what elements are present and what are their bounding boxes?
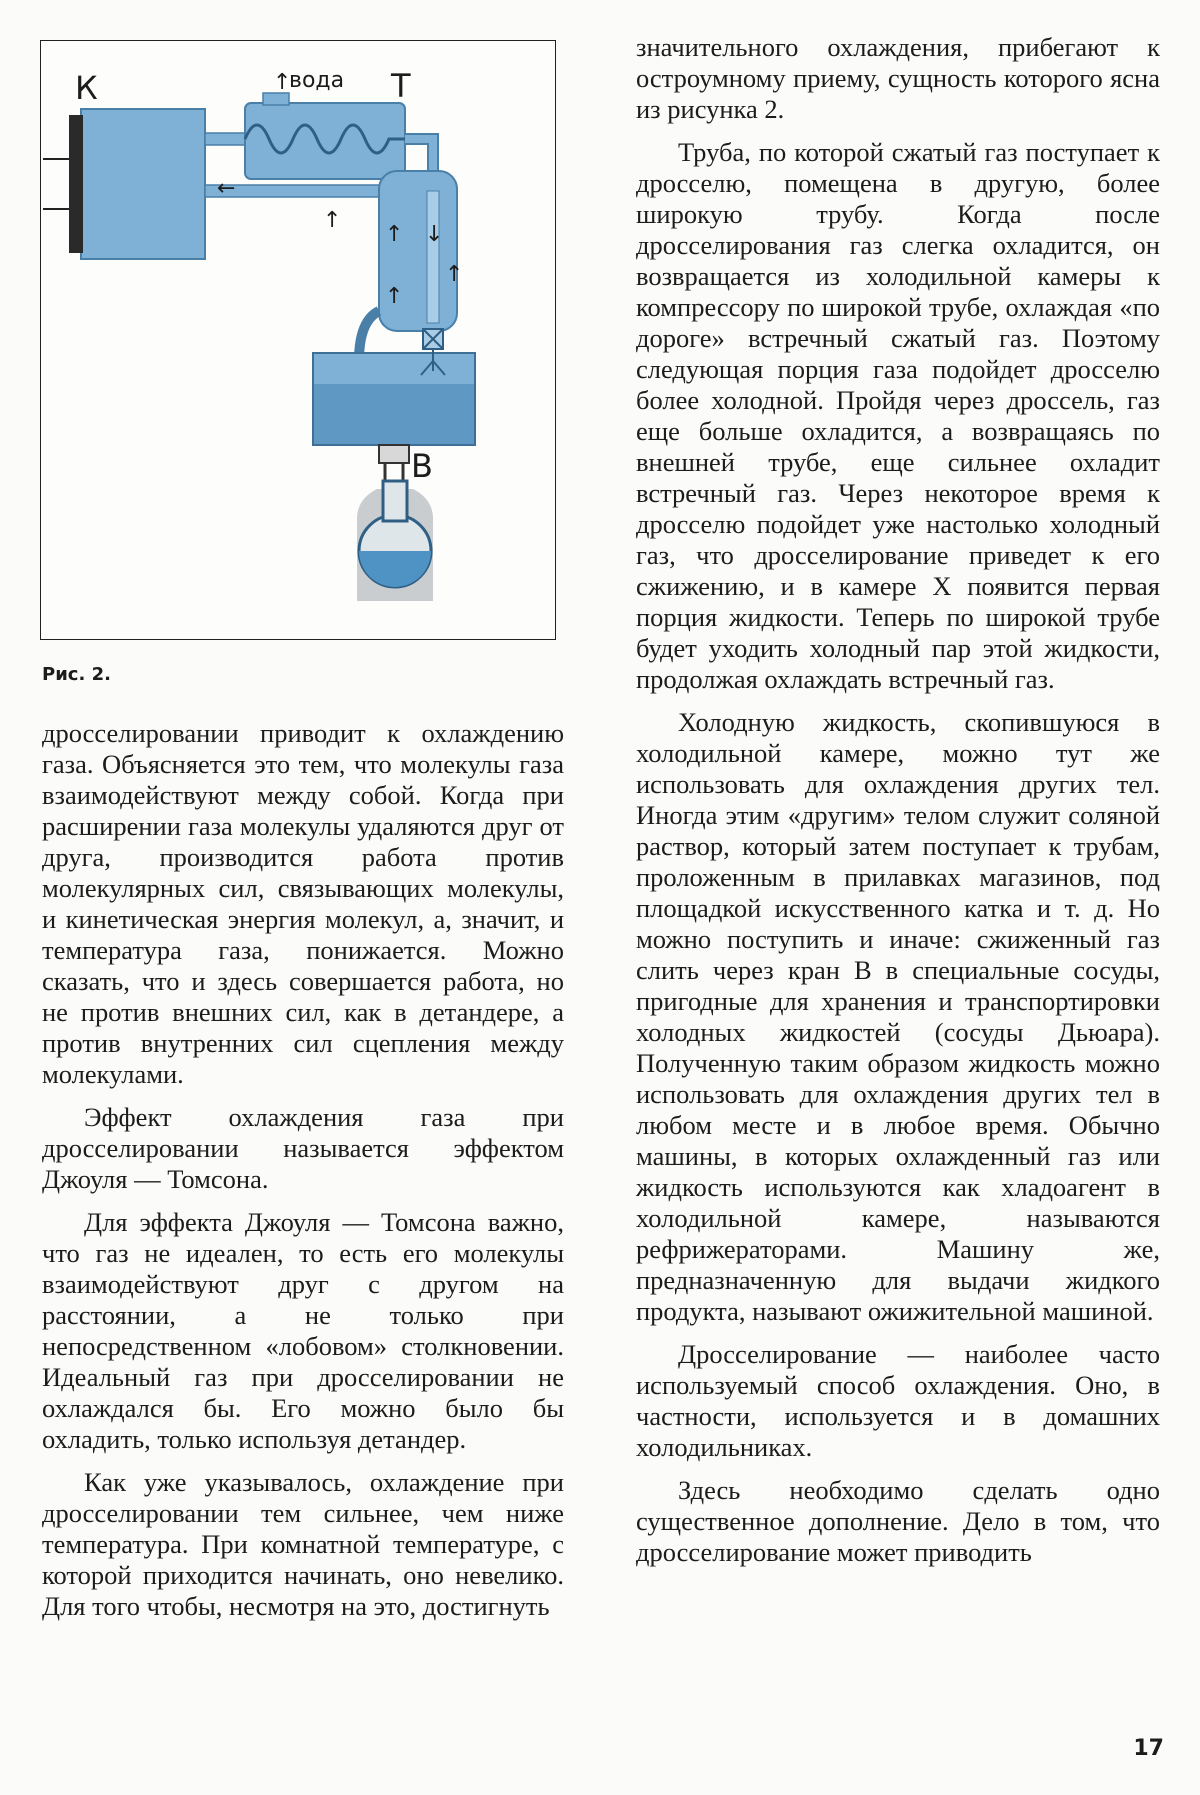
inner-tube [427, 191, 439, 323]
right-paragraph: Здесь необходимо сделать одно существенное дополнение. Дело в том, что дросселирование может приводить [636, 1475, 1160, 1567]
right-paragraph: Холодную жидкость, скопившуюся в холодильной камере, можно тут же использовать для охлаждения других тел. Иногда этим «другим» телом служит соляной раствор, который затем поступает к трубам, проложенным в прилавках магазинов, под площадкой искусственного катка и т. д. Но можно поступить и иначе: сжиженный газ слить через кран В в специальные сосуды, пригодные для хранения и транспортировки холодных жидкостей (сосуды Дьюара). Полученную таким образом жидкость можно использовать для охлаждения других тел в любом месте и в любое время. Обычно машины, в которых охлажденный газ или жидкость используются как хладоагент в холодильной камере, называются рефрижераторами. Машину же, предназначенную для выдачи жидкого продукта, называют ожижительной машиной. [636, 707, 1160, 1326]
flow-arrow-up-left-2: ↑ [385, 284, 404, 309]
return-arrow-up: ↑ [323, 208, 342, 233]
compressor-body [81, 109, 205, 259]
dewar-neck [383, 481, 407, 521]
right-paragraph: Труба, по которой сжатый газ поступает к дросселю, помещена в другую, более широкую трубу. Когда после дросселирования газ слегка охладится, он возвращается из холодильной камеры к компрессору по широкой трубе, охлаждая «по дороге» встречный сжатый газ. Поэтому следующая порция газа подойдет дросселю более холодной. Пройдя через дроссель, газ еще больше охладится, а возвращаясь по внешней трубе, еще сильнее охладит встречный газ. Через некоторое время к дросселю подойдет уже настолько холодный газ, что дросселирование приведет к его сжижению, и в камере Х появится первая порция жидкости. Теперь по широкой трубе будет уходить холодный пар этой жидкости, продолжая охлаждать встречный газ. [636, 137, 1160, 694]
left-column [42, 718, 564, 1622]
label-t: Т [391, 67, 411, 105]
page-number: 17 [1133, 1736, 1164, 1761]
left-paragraph: Эффект охлаждения газа при дросселировании называется эффектом Джоуля — Томсона. [42, 1102, 564, 1194]
label-k: К [75, 69, 98, 107]
flow-arrow-up-right: ↑ [445, 262, 464, 287]
left-paragraph: Как уже указывалось, охлаждение при дросселировании тем сильнее, чем ниже температура. При комнатной температуре, с которой приходится начинать, оно невелико. Для того чтобы, несмотря на это, достигнуть [42, 1467, 564, 1621]
compressor-piston [69, 115, 83, 253]
chamber-gas-zone [314, 354, 474, 384]
right-paragraph: Дросселирование — наиболее часто используемый способ охлаждения. Оно, в частности, используется и в домашних холодильниках. [636, 1339, 1160, 1462]
flow-arrow-up-left: ↑ [385, 222, 404, 247]
outlet-tap [379, 445, 409, 463]
label-b: В [411, 447, 433, 485]
refrigeration-diagram [41, 41, 557, 641]
flow-arrow-down: ↓ [425, 222, 444, 247]
left-paragraph: Для эффекта Джоуля — Томсона важно, что газ не идеален, то есть его молекулы взаимодействуют друг с другом на расстоянии, а не только при непосредственном «лобовом» столкновении. Идеальный газ при дросселировании не охлаждался бы. Его можно было бы охладить, только используя детандер. [42, 1207, 564, 1454]
return-arrow-left: ← [217, 176, 236, 201]
figure-diagram [40, 40, 556, 640]
label-water: вода [289, 68, 345, 93]
figure-caption: Рис. 2. [42, 664, 111, 685]
arrow-water-up: ↑ [273, 70, 292, 95]
pipe-compressor-to-cooler [205, 133, 245, 145]
right-paragraph: значительного охлаждения, прибегают к остроумному приему, сущность которого ясна из рисунка 2. [636, 32, 1160, 124]
right-column [636, 32, 1160, 1568]
left-paragraph: дросселировании приводит к охлаждению газа. Объясняется это тем, что молекулы газа взаимодействуют между собой. Когда при расширении газа молекулы удаляются друг от друга, производится работа против молекулярных сил, связывающих молекулы, и кинетическая энергия молекул, а, значит, и температура газа, понижается. Можно сказать, что и здесь совершается работа, но не против внешних сил, как в детандере, а против внутренних сил сцепления между молекулами. [42, 718, 564, 1089]
